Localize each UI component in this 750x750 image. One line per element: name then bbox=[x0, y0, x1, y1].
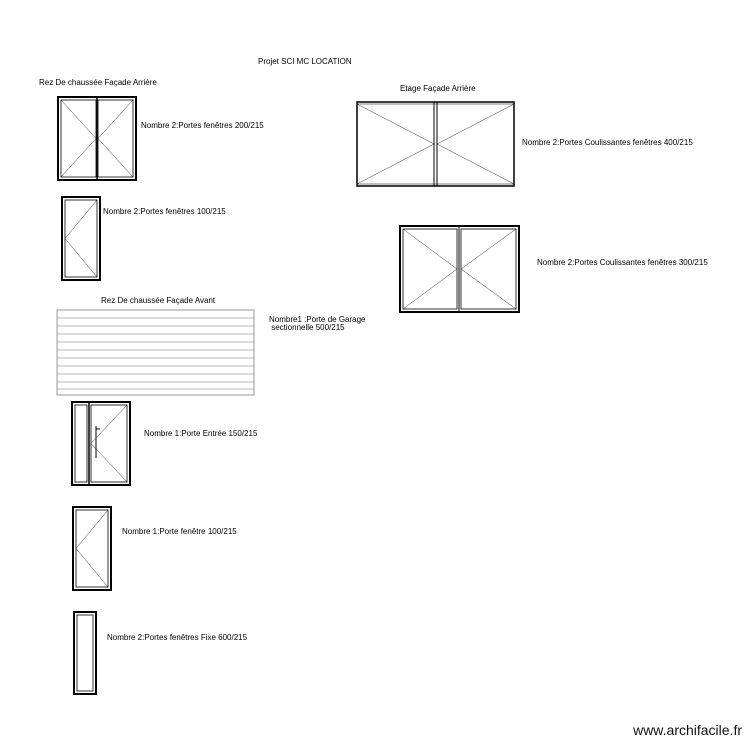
section-rdc-arriere: Rez De chaussée Façade Arrière bbox=[39, 78, 157, 87]
label-fenetres-fixe: Nombre 2:Portes fenêtres Fixe 600/215 bbox=[107, 633, 248, 642]
project-title: Projet SCI MC LOCATION bbox=[258, 57, 352, 66]
label-portes-fenetres-100: Nombre 2:Portes fenêtres 100/215 bbox=[103, 207, 226, 216]
porte-fenetre-100-single-symbol bbox=[73, 507, 111, 590]
label-portes-coulissantes-400: Nombre 2:Portes Coulissantes fenêtres 400/215 bbox=[522, 138, 693, 147]
section-etage-arriere: Etage Façade Arrière bbox=[400, 84, 476, 93]
porte-entree-symbol bbox=[72, 402, 130, 485]
label-portes-fenetres-200: Nombre 2:Portes fenêtres 200/215 bbox=[141, 121, 264, 130]
porte-garage-symbol bbox=[57, 310, 254, 395]
section-rdc-avant: Rez De chaussée Façade Avant bbox=[101, 296, 216, 305]
label-porte-garage-line2: sectionnelle 500/215 bbox=[269, 323, 345, 332]
label-porte-entree: Nombre 1:Porte Entrée 150/215 bbox=[144, 429, 258, 438]
watermark[interactable]: www.archifacile.fr bbox=[633, 722, 742, 738]
porte-coulissante-400-symbol bbox=[357, 102, 514, 186]
label-portes-coulissantes-300: Nombre 2:Portes Coulissantes fenêtres 300/215 bbox=[537, 258, 708, 267]
porte-coulissante-300-symbol bbox=[400, 226, 519, 312]
label-porte-garage-line1: Nombre1 :Porte de Garage bbox=[269, 315, 366, 324]
porte-fenetre-200-symbol bbox=[58, 97, 136, 180]
fenetre-fixe-symbol bbox=[74, 612, 96, 694]
porte-fenetre-100-symbol bbox=[62, 197, 100, 280]
label-porte-fenetre-100: Nombre 1:Porte fenêtre 100/215 bbox=[122, 527, 237, 536]
